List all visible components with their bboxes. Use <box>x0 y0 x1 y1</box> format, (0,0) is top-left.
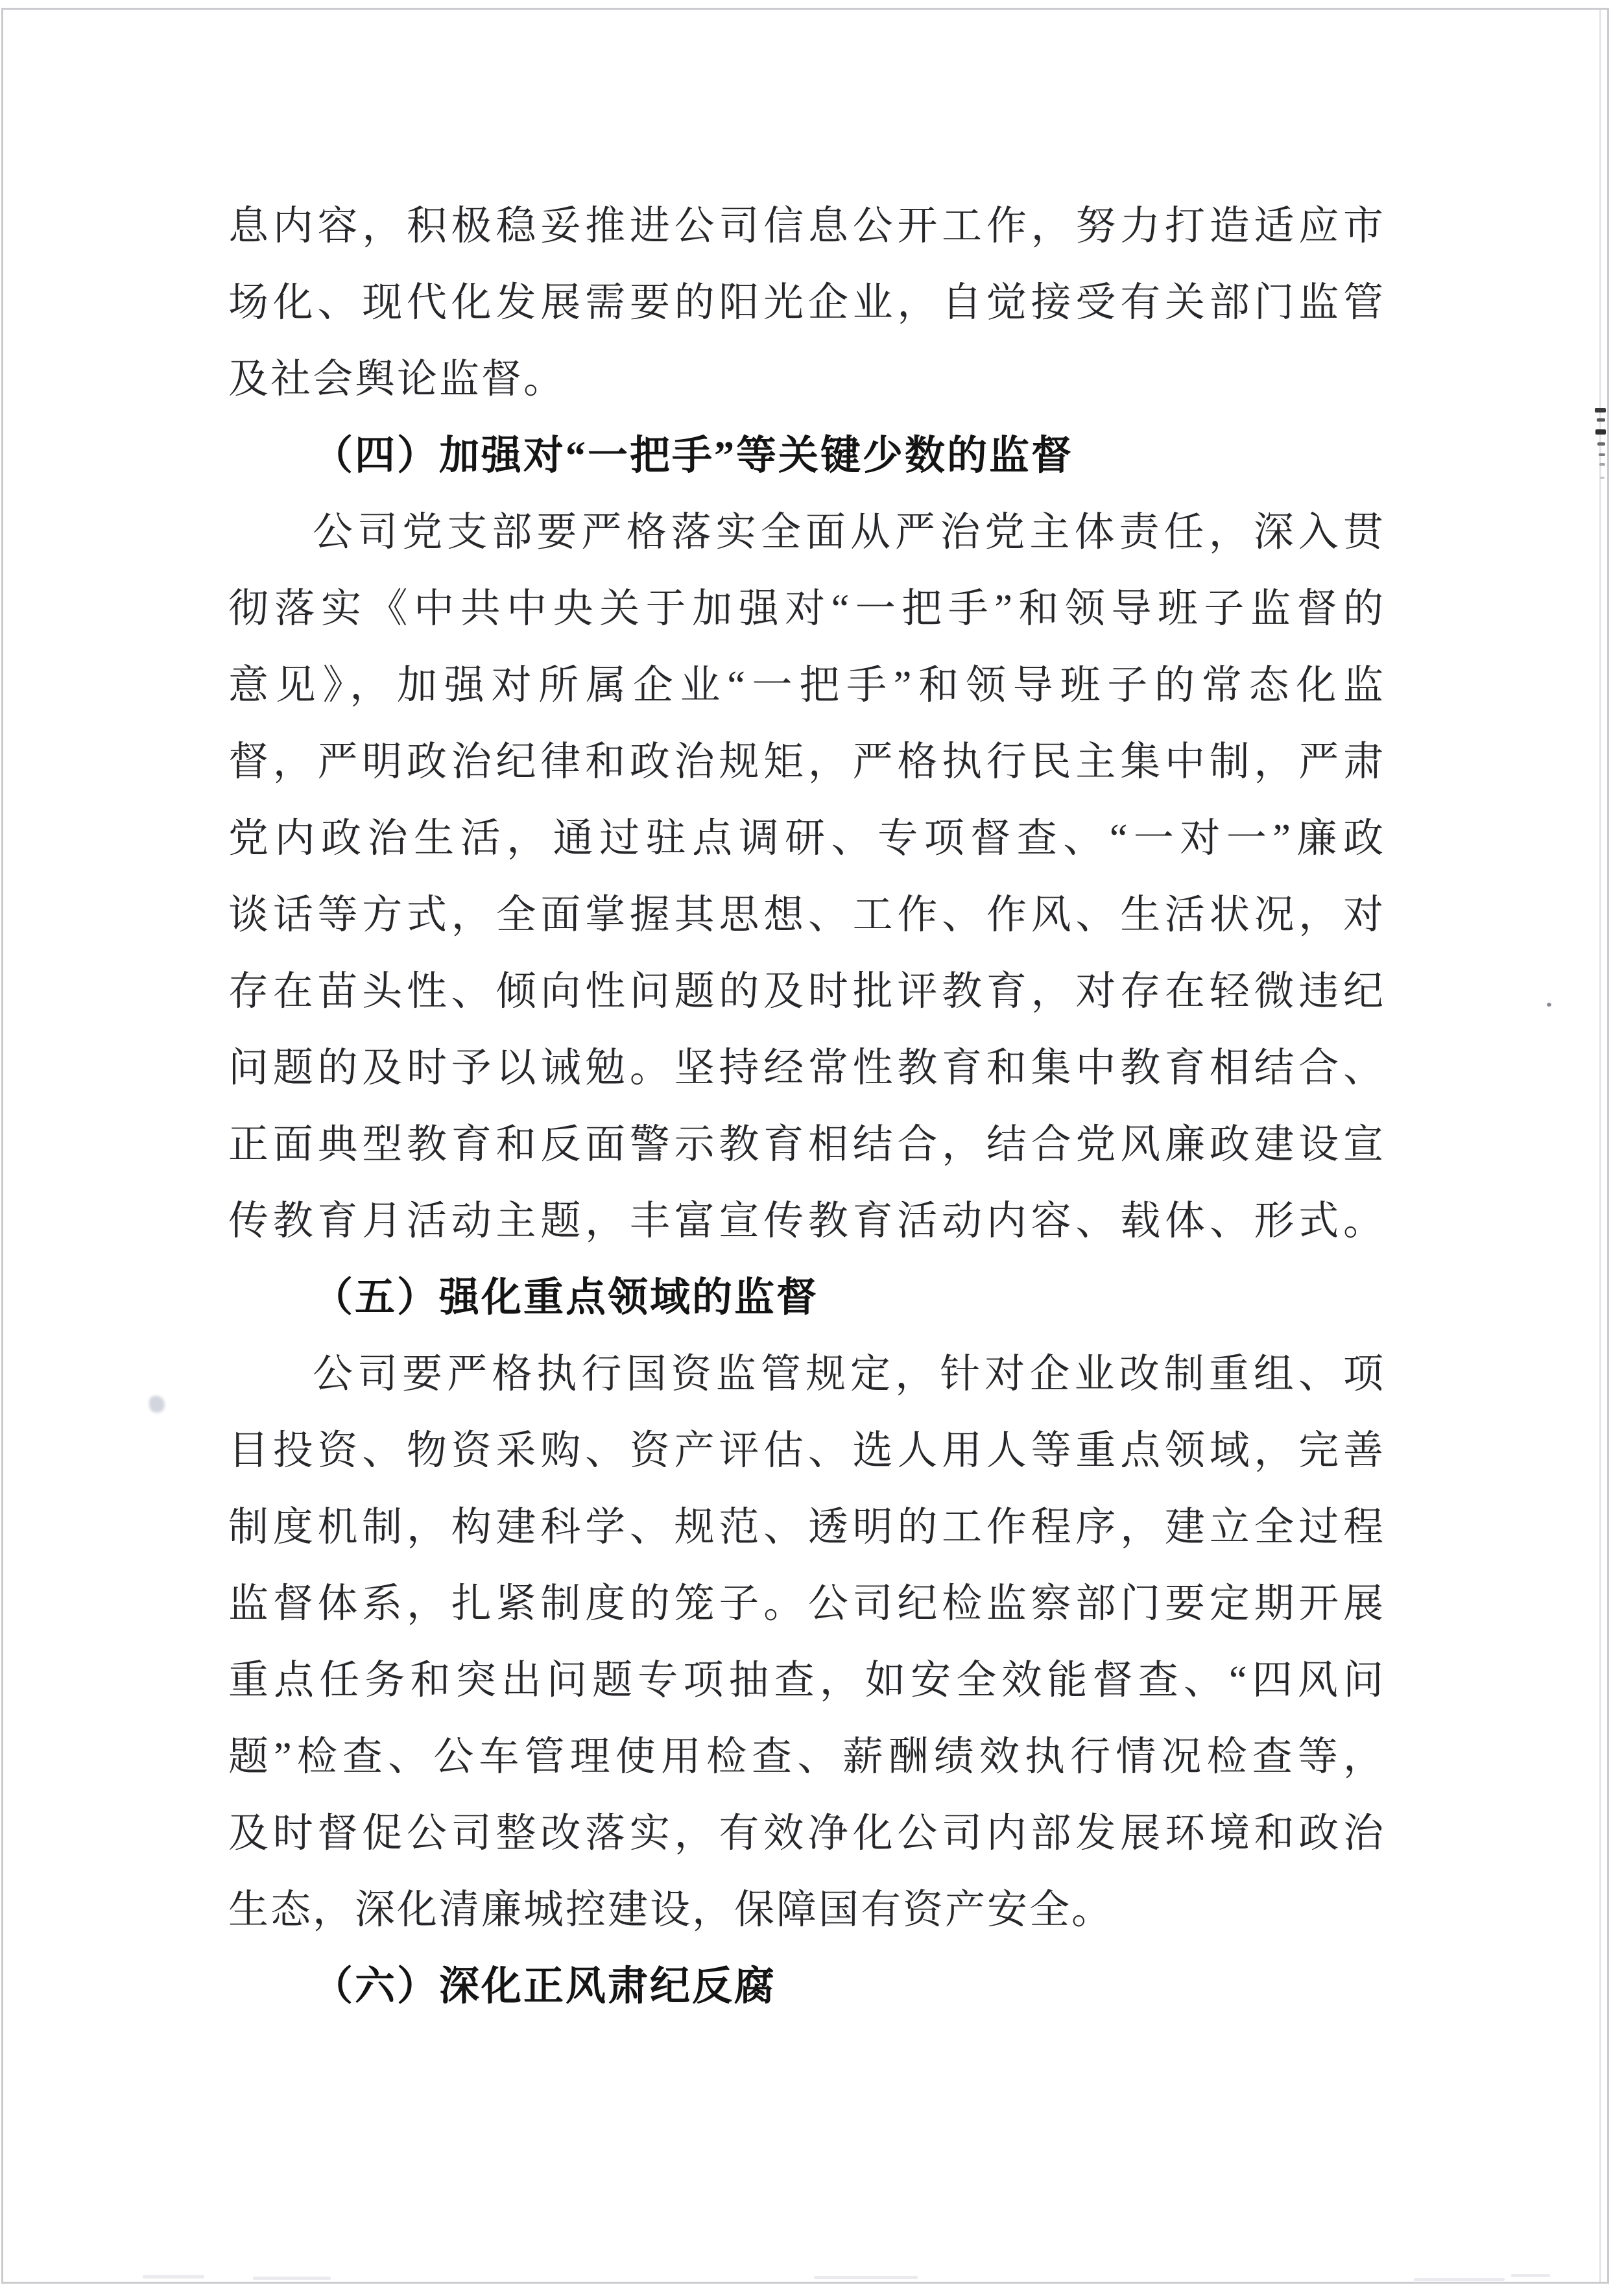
text-line: 问题的及时予以诫勉。坚持经常性教育和集中教育相结合、 <box>228 1046 1385 1090</box>
text-line: 督，严明政治纪律和政治规矩，严格执行民主集中制，严肃 <box>228 740 1385 784</box>
text-line: 及社会舆论监督。 <box>228 357 566 401</box>
text-line: 及时督促公司整改落实，有效净化公司内部发展环境和政治 <box>228 1812 1385 1856</box>
text-line: 彻落实《中共中央关于加强对“一把手”和领导班子监督的 <box>228 587 1385 631</box>
text-line: 公司要严格执行国资监管规定，针对企业改制重组、项 <box>313 1352 1385 1396</box>
page-edge-shadow-line <box>1599 10 1601 2282</box>
text-line: 谈话等方式，全面掌握其思想、工作、作风、生活状况，对 <box>228 893 1385 937</box>
section-heading-5: （五）强化重点领域的监督 <box>313 1276 819 1320</box>
text-line: 党内政治生活，通过驻点调研、专项督查、“一对一”廉政 <box>228 817 1385 861</box>
text-line: 题”检查、公车管理使用检查、薪酬绩效执行情况检查等， <box>228 1735 1385 1779</box>
text-line: 重点任务和突出问题专项抽查，如安全效能督查、“四风问 <box>228 1658 1385 1703</box>
text-line: 公司党支部要严格落实全面从严治党主体责任，深入贯 <box>313 510 1385 555</box>
section-heading-6: （六）深化正风肃纪反腐 <box>313 1965 777 2009</box>
text-line: 场化、现代化发展需要的阳光企业，自觉接受有关部门监管 <box>228 281 1385 325</box>
text-line: 制度机制，构建科学、规范、透明的工作程序，建立全过程 <box>228 1505 1385 1549</box>
text-line: 生态，深化清廉城控建设，保障国有资产安全。 <box>228 1888 1114 1932</box>
text-line: 目投资、物资采购、资产评估、选人用人等重点领域，完善 <box>228 1429 1385 1473</box>
text-line: 正面典型教育和反面警示教育相结合，结合党风廉政建设宣 <box>228 1123 1385 1167</box>
text-line: 传教育月活动主题，丰富宣传教育活动内容、载体、形式。 <box>228 1199 1385 1243</box>
document-text <box>228 188 1385 2025</box>
section-heading-4: （四）加强对“一把手”等关键少数的监督 <box>313 434 1074 478</box>
text-line: 监督体系，扎紧制度的笼子。公司纪检监察部门要定期开展 <box>228 1582 1385 1626</box>
scan-smudge-left <box>149 1396 165 1413</box>
scan-dot-artifact <box>1547 1003 1551 1007</box>
text-line: 存在苗头性、倾向性问题的及时批评教育，对存在轻微违纪 <box>228 970 1385 1014</box>
text-line: 意见》，加强对所属企业“一把手”和领导班子的常态化监 <box>228 664 1385 708</box>
text-line: 息内容，积极稳妥推进公司信息公开工作，努力打造适应市 <box>228 204 1385 248</box>
